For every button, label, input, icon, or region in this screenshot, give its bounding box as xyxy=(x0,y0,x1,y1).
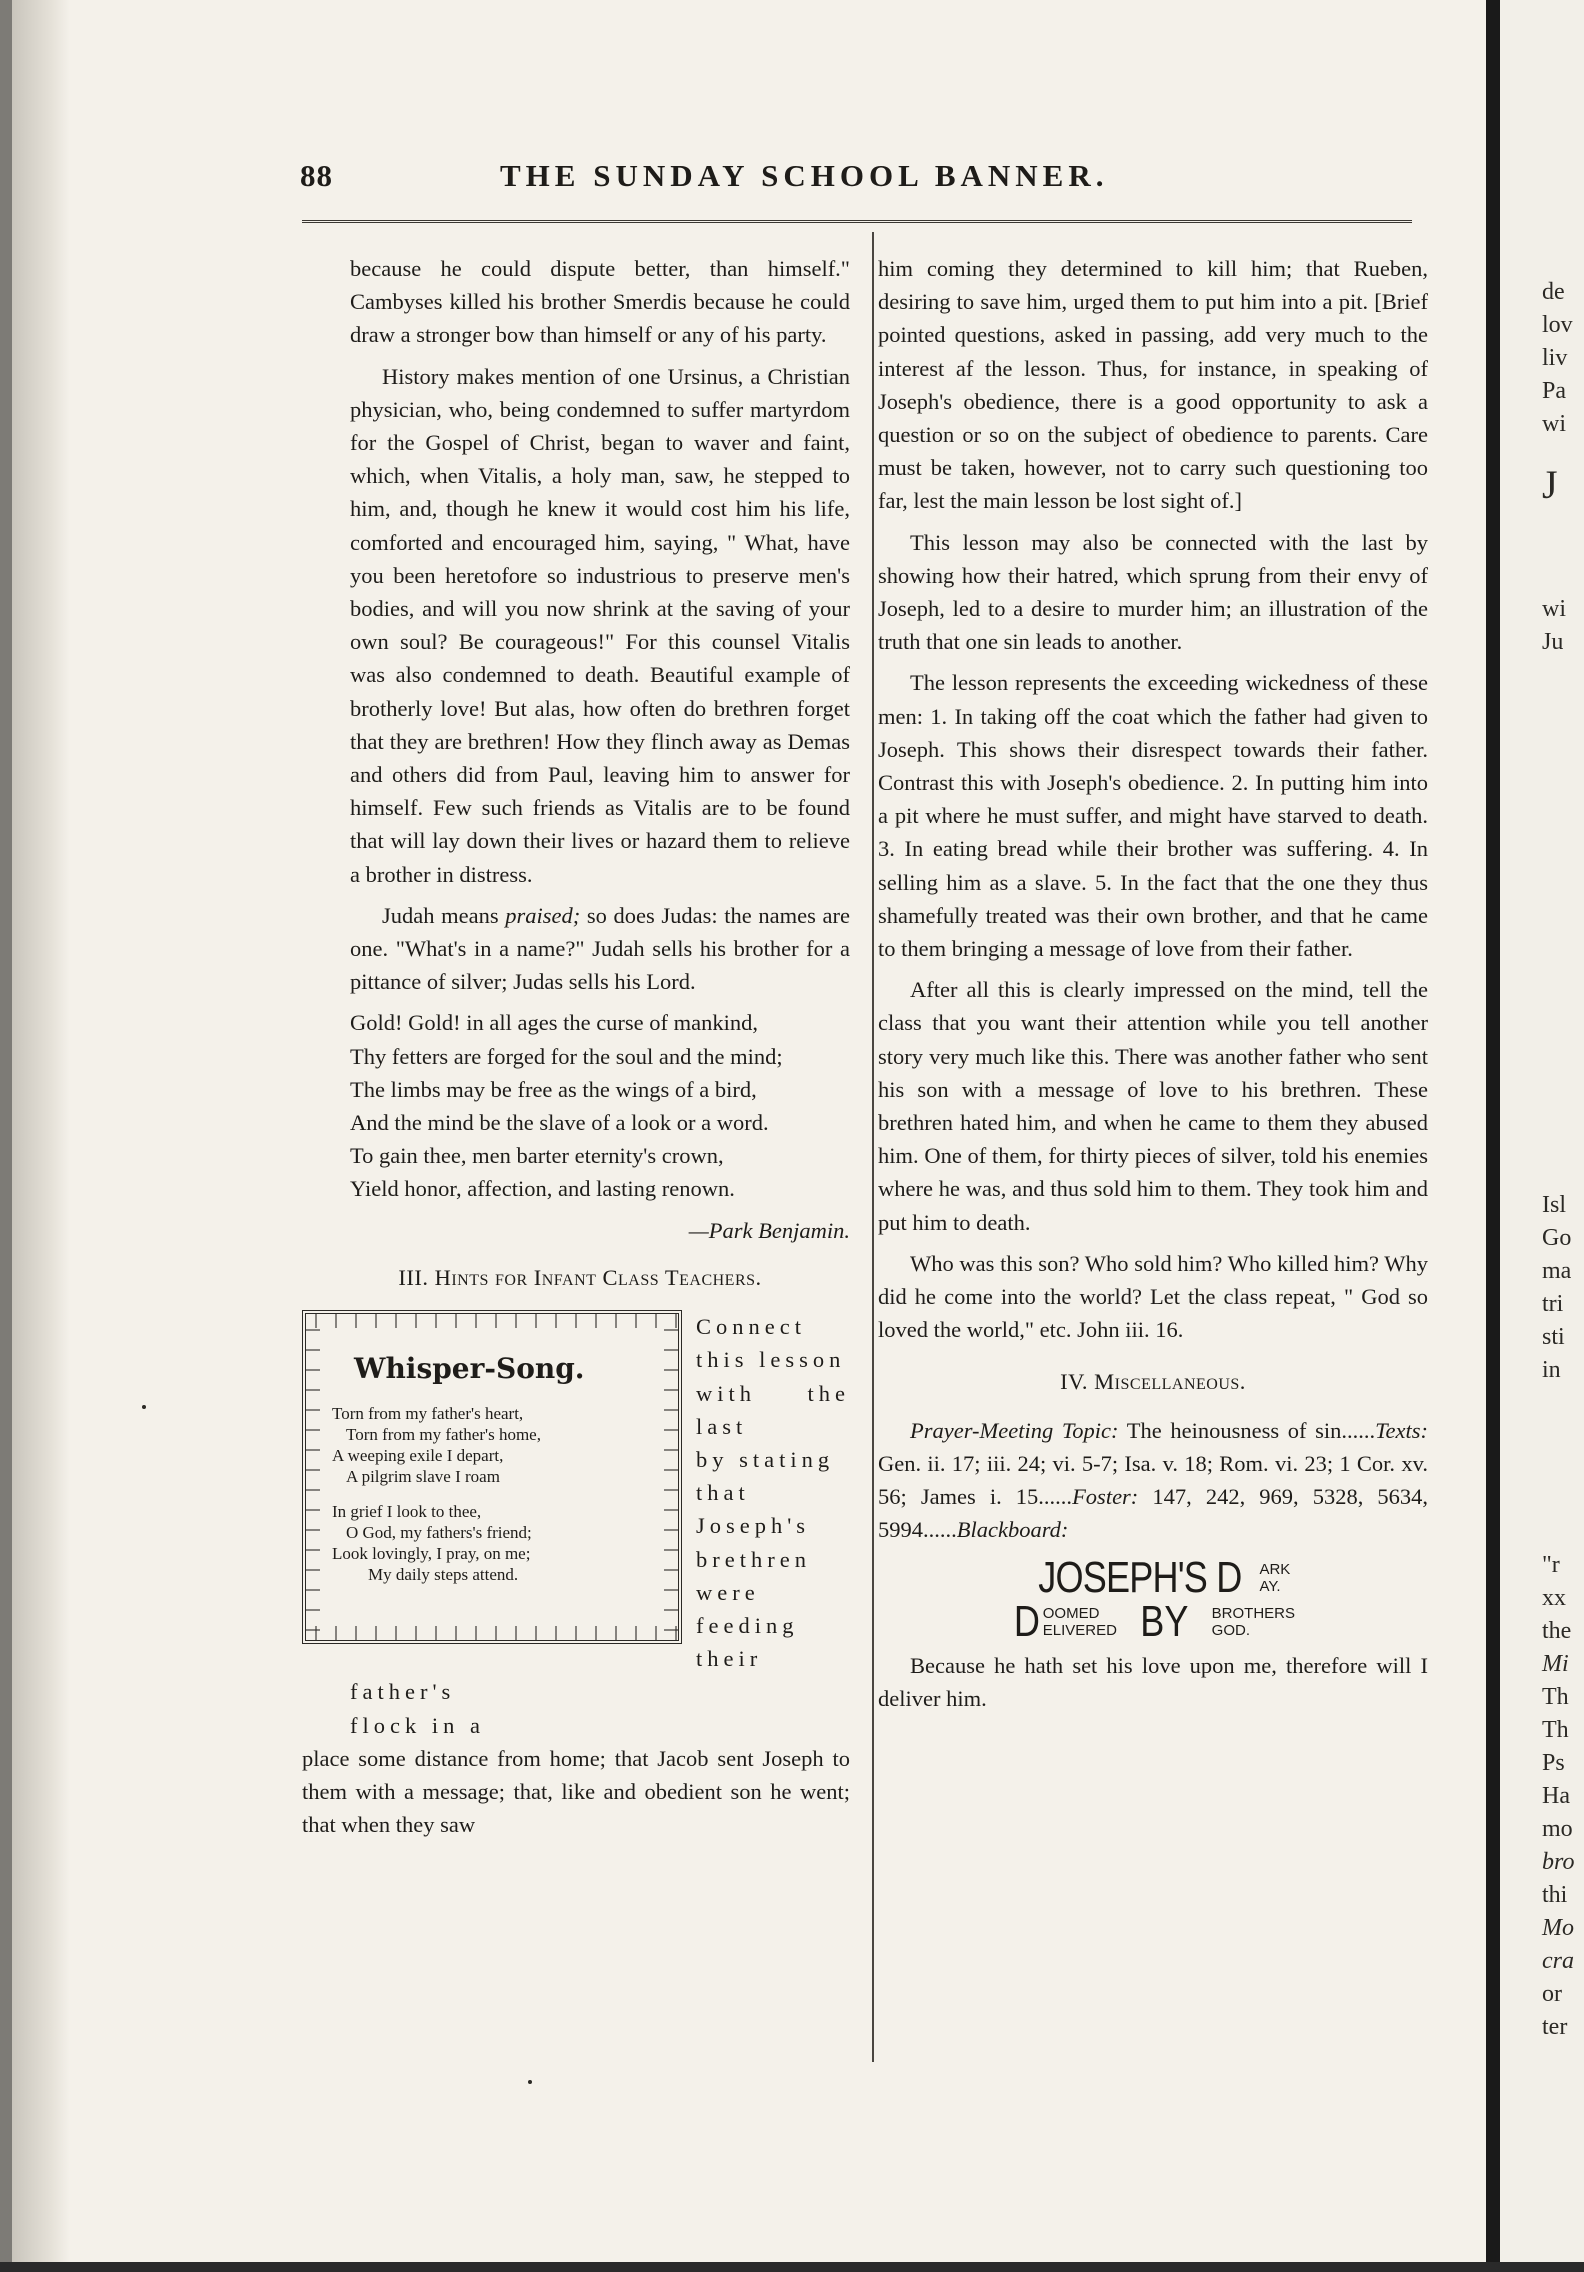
poem-line: A weeping exile I depart, xyxy=(332,1446,504,1466)
page-number: 88 xyxy=(300,158,333,193)
blackboard-stack: ARK AY. xyxy=(1259,1560,1291,1595)
poem-line: In grief I look to thee, xyxy=(332,1502,482,1522)
poem-line: Look lovingly, I pray, on me; xyxy=(332,1544,531,1564)
paragraph: Who was this son? Who sold him? Who killed him? Why did he come into the world? Let the class repeat, " God so loved the world," etc. John iii. 16. xyxy=(878,1250,1428,1343)
section-heading: III. Hints for Infant Class Teachers. xyxy=(398,1264,762,1290)
paragraph: Judah means praised; so does Judas: the names are one. "What's in a name?" Judah sells his brother for a pittance of silver; Judas sells his Lord. xyxy=(350,902,850,995)
paragraph: History makes mention of one Ursinus, a Christian physician, who, being condemned to suffer martyrdom for the Gospel of Christ, began to waver and faint, which, when Vitalis, a holy man, saw, he stepped to him, and, though he knew it would cost him his life, comforted and encouraged him, saying, " What, have you been heretofore so industrious to preserve men's bodies, and will you now shrink at the saving of your own soul? Be courageous!" For this counsel Vitalis was also condemned to death. Beautiful example of brotherly love! But alas, how often do brethren forget that they are brethren! How they flinch away as Demas and others did from Paul, leaving him to answer for himself. Few such friends as Vitalis are to be found that will lay down their lives or hazard them to relieve a brother in distress. xyxy=(350,363,850,887)
paragraph: place some distance from home; that Jacob sent Joseph to them with a message; that, like and obedient son he went; that when they saw xyxy=(302,1745,850,1838)
verse-line: Gold! Gold! in all ages the curse of mankind, xyxy=(350,1010,759,1036)
print-speck xyxy=(528,2080,532,2084)
adjacent-page-edge: de lov liv Pa wi J wi Ju Isl Go ma tri sti in "r xx the Mi Th Th Ps Ha mo bro thi Mo cra or ter xyxy=(1500,0,1584,2262)
verse-line: The limbs may be free as the wings of a bird, xyxy=(350,1076,757,1102)
verse-line: To gain thee, men barter eternity's crown, xyxy=(350,1143,724,1169)
blackboard-design xyxy=(878,1552,1428,1646)
paragraph: The lesson represents the exceeding wickedness of these men: 1. In taking off the coat which the father had given to Joseph. This shows their disrespect towards their father. Contrast this with Joseph's obedience. 2. In putting him into a pit where he must suffer, and might have starved to death. 3. In eating bread while their brother was suffering. 4. In selling him as a slave. 5. In the fact that the one they thus shamefully treated was their own brother, and that he came to them bringing a message of love from their father. xyxy=(878,670,1428,962)
left-column xyxy=(302,252,850,1849)
blackboard-stack: BROTHERS GOD. xyxy=(1211,1604,1296,1639)
blackboard-word: JOSEPH'S D xyxy=(1037,1552,1242,1602)
page xyxy=(12,0,1512,2262)
poem-line: O God, my fathers's friend; xyxy=(346,1523,532,1543)
attribution: —Park Benjamin. xyxy=(688,1217,850,1243)
poem-title: Whisper-Song. xyxy=(354,1352,585,1386)
paragraph: Because he hath set his love upon me, therefore will I deliver him. xyxy=(878,1652,1428,1711)
boxed-poem-wrap xyxy=(332,1310,850,1742)
poem-box xyxy=(302,1310,682,1644)
running-head: THE SUNDAY SCHOOL BANNER. xyxy=(500,158,1109,193)
blackboard-stack: OOMED ELIVERED xyxy=(1042,1604,1117,1639)
verse-line: Yield honor, affection, and lasting renown. xyxy=(350,1176,735,1202)
poem-line: Torn from my father's heart, xyxy=(332,1404,524,1424)
right-column xyxy=(878,252,1428,1723)
poem-line: Torn from my father's home, xyxy=(346,1425,541,1445)
section-heading: IV. Miscellaneous. xyxy=(1060,1368,1246,1394)
paragraph: because he could dispute better, than himself." Cambyses killed his brother Smerdis because he could draw a stronger bow than himself or any of his party. xyxy=(350,256,850,348)
paragraph: him coming they determined to kill him; that Rueben, desiring to save him, urged them to put him into a pit. [Brief pointed questions, asked in passing, add very much to the interest af the lesson. Thus, for instance, in speaking of Joseph's obedience, there is a good opportunity to ask a question or so on the subject of obedience to parents. Care must be taken, however, not to carry such questioning too far, lest the main lesson be lost sight of.] xyxy=(878,256,1428,514)
header-rule xyxy=(302,220,1412,223)
blackboard-word: BY xyxy=(1140,1596,1189,1646)
column-rule xyxy=(872,232,874,2062)
page-binding-shadow xyxy=(12,0,70,2262)
verse-line: Thy fetters are forged for the soul and the mind; xyxy=(350,1043,783,1069)
section-three xyxy=(302,1261,850,1841)
blackboard-initial: D xyxy=(1013,1596,1040,1646)
side-text: Connect this lesson with the last by stating that Joseph's brethren were feeding their father's flock in a xyxy=(350,1314,850,1738)
verse-quote xyxy=(350,1006,850,1205)
poem-line: A pilgrim slave I roam xyxy=(346,1467,500,1487)
paragraph: After all this is clearly impressed on the mind, tell the class that you want their attention while you tell another story very much like this. There was another father who sent his son with a message of love to his brethren. These brethren hated him, and when he came to them they abused him. One of them, for thirty pieces of silver, told his enemies where he was, and thus sold him to them. They took him and put him to death. xyxy=(878,977,1428,1235)
miscellaneous-paragraph: Prayer-Meeting Topic: The heinousness of sin......Texts: Gen. ii. 17; iii. 24; vi. 5-7; Isa. v. 18; Rom. vi. 23; 1 Cor. xv. 56; James i. 15......Foster: 147, 242, 969, 5328, 5634, 5994......Blackboard: xyxy=(878,1417,1428,1543)
verse-line: And the mind be the slave of a look or a word. xyxy=(350,1110,769,1136)
print-speck xyxy=(142,1405,146,1409)
scan-bottom-edge xyxy=(0,2262,1584,2272)
paragraph: This lesson may also be connected with the last by showing how their hatred, which sprung from their envy of Joseph, led to a desire to murder him; an illustration of the truth that one sin leads to another. xyxy=(878,529,1428,655)
poem-line: My daily steps attend. xyxy=(368,1565,519,1585)
